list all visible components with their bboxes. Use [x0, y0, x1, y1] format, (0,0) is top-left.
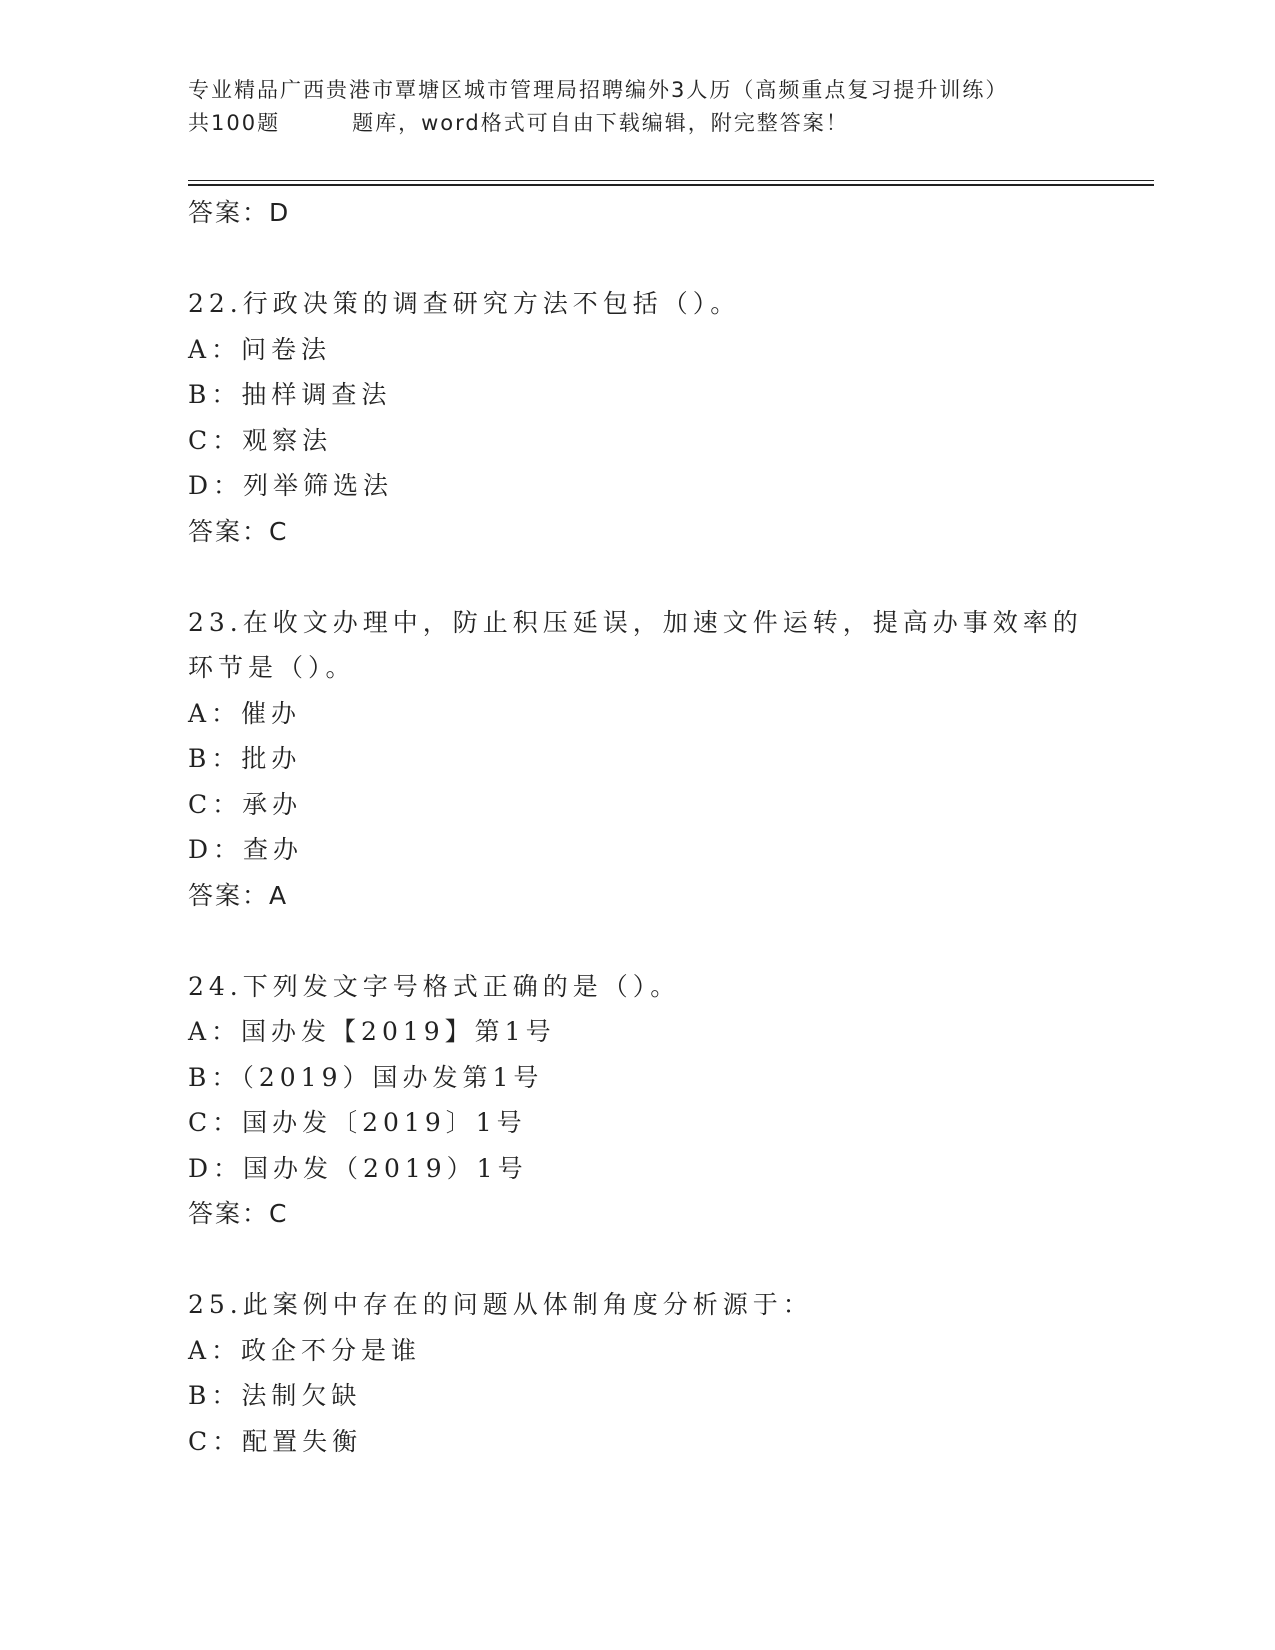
- option-b: B：法制欠缺: [188, 1381, 362, 1410]
- question-22: [188, 281, 1088, 554]
- option-a: A：问卷法: [188, 334, 332, 364]
- question-24: [188, 964, 1088, 1237]
- question-text: 23.在收文办理中，防止积压延误，加速文件运转，提高办事效率的环节是（）。: [188, 607, 1083, 682]
- question-text: 22.行政决策的调查研究方法不包括（）。: [188, 289, 741, 318]
- question-list: [188, 190, 1088, 1464]
- header-count: 共100题: [188, 111, 281, 135]
- option-d: D：查办: [188, 835, 304, 864]
- question-23: [188, 600, 1088, 919]
- option-c: C：国办发〔2019〕1号: [188, 1108, 527, 1137]
- option-d: D：国办发（2019）1号: [188, 1153, 528, 1183]
- option-a: A：催办: [188, 698, 302, 728]
- header-title-line1: 专业精品广西贵港市覃塘区城市管理局招聘编外3人历（高频重点复习提升训练）: [188, 78, 1009, 102]
- header-subtitle: 题库，word格式可自由下载编辑，附完整答案！: [352, 111, 849, 135]
- header-divider-thin: [188, 180, 1154, 181]
- answer: 答案：A: [188, 880, 289, 910]
- option-b: B：抽样调查法: [188, 380, 392, 409]
- option-b: B：（2019）国办发第1号: [188, 1062, 544, 1092]
- option-c: C：配置失衡: [188, 1426, 363, 1456]
- option-a: A：国办发【2019】第1号: [188, 1017, 556, 1046]
- option-c: C：观察法: [188, 425, 333, 455]
- header-divider-thick: [188, 184, 1154, 186]
- option-a: A：政企不分是谁: [188, 1335, 422, 1365]
- page-header: [188, 74, 1088, 140]
- previous-answer: 答案：D: [188, 198, 291, 227]
- question-25: [188, 1282, 1088, 1464]
- option-b: B：批办: [188, 744, 302, 773]
- answer: 答案：C: [188, 516, 289, 546]
- header-title-line2: [188, 107, 1088, 140]
- option-d: D：列举筛选法: [188, 471, 394, 500]
- option-c: C：承办: [188, 789, 303, 819]
- question-text: 24.下列发文字号格式正确的是（）。: [188, 971, 681, 1001]
- answer: 答案：C: [188, 1199, 289, 1228]
- question-text: 25.此案例中存在的问题从体制角度分析源于：: [188, 1290, 813, 1319]
